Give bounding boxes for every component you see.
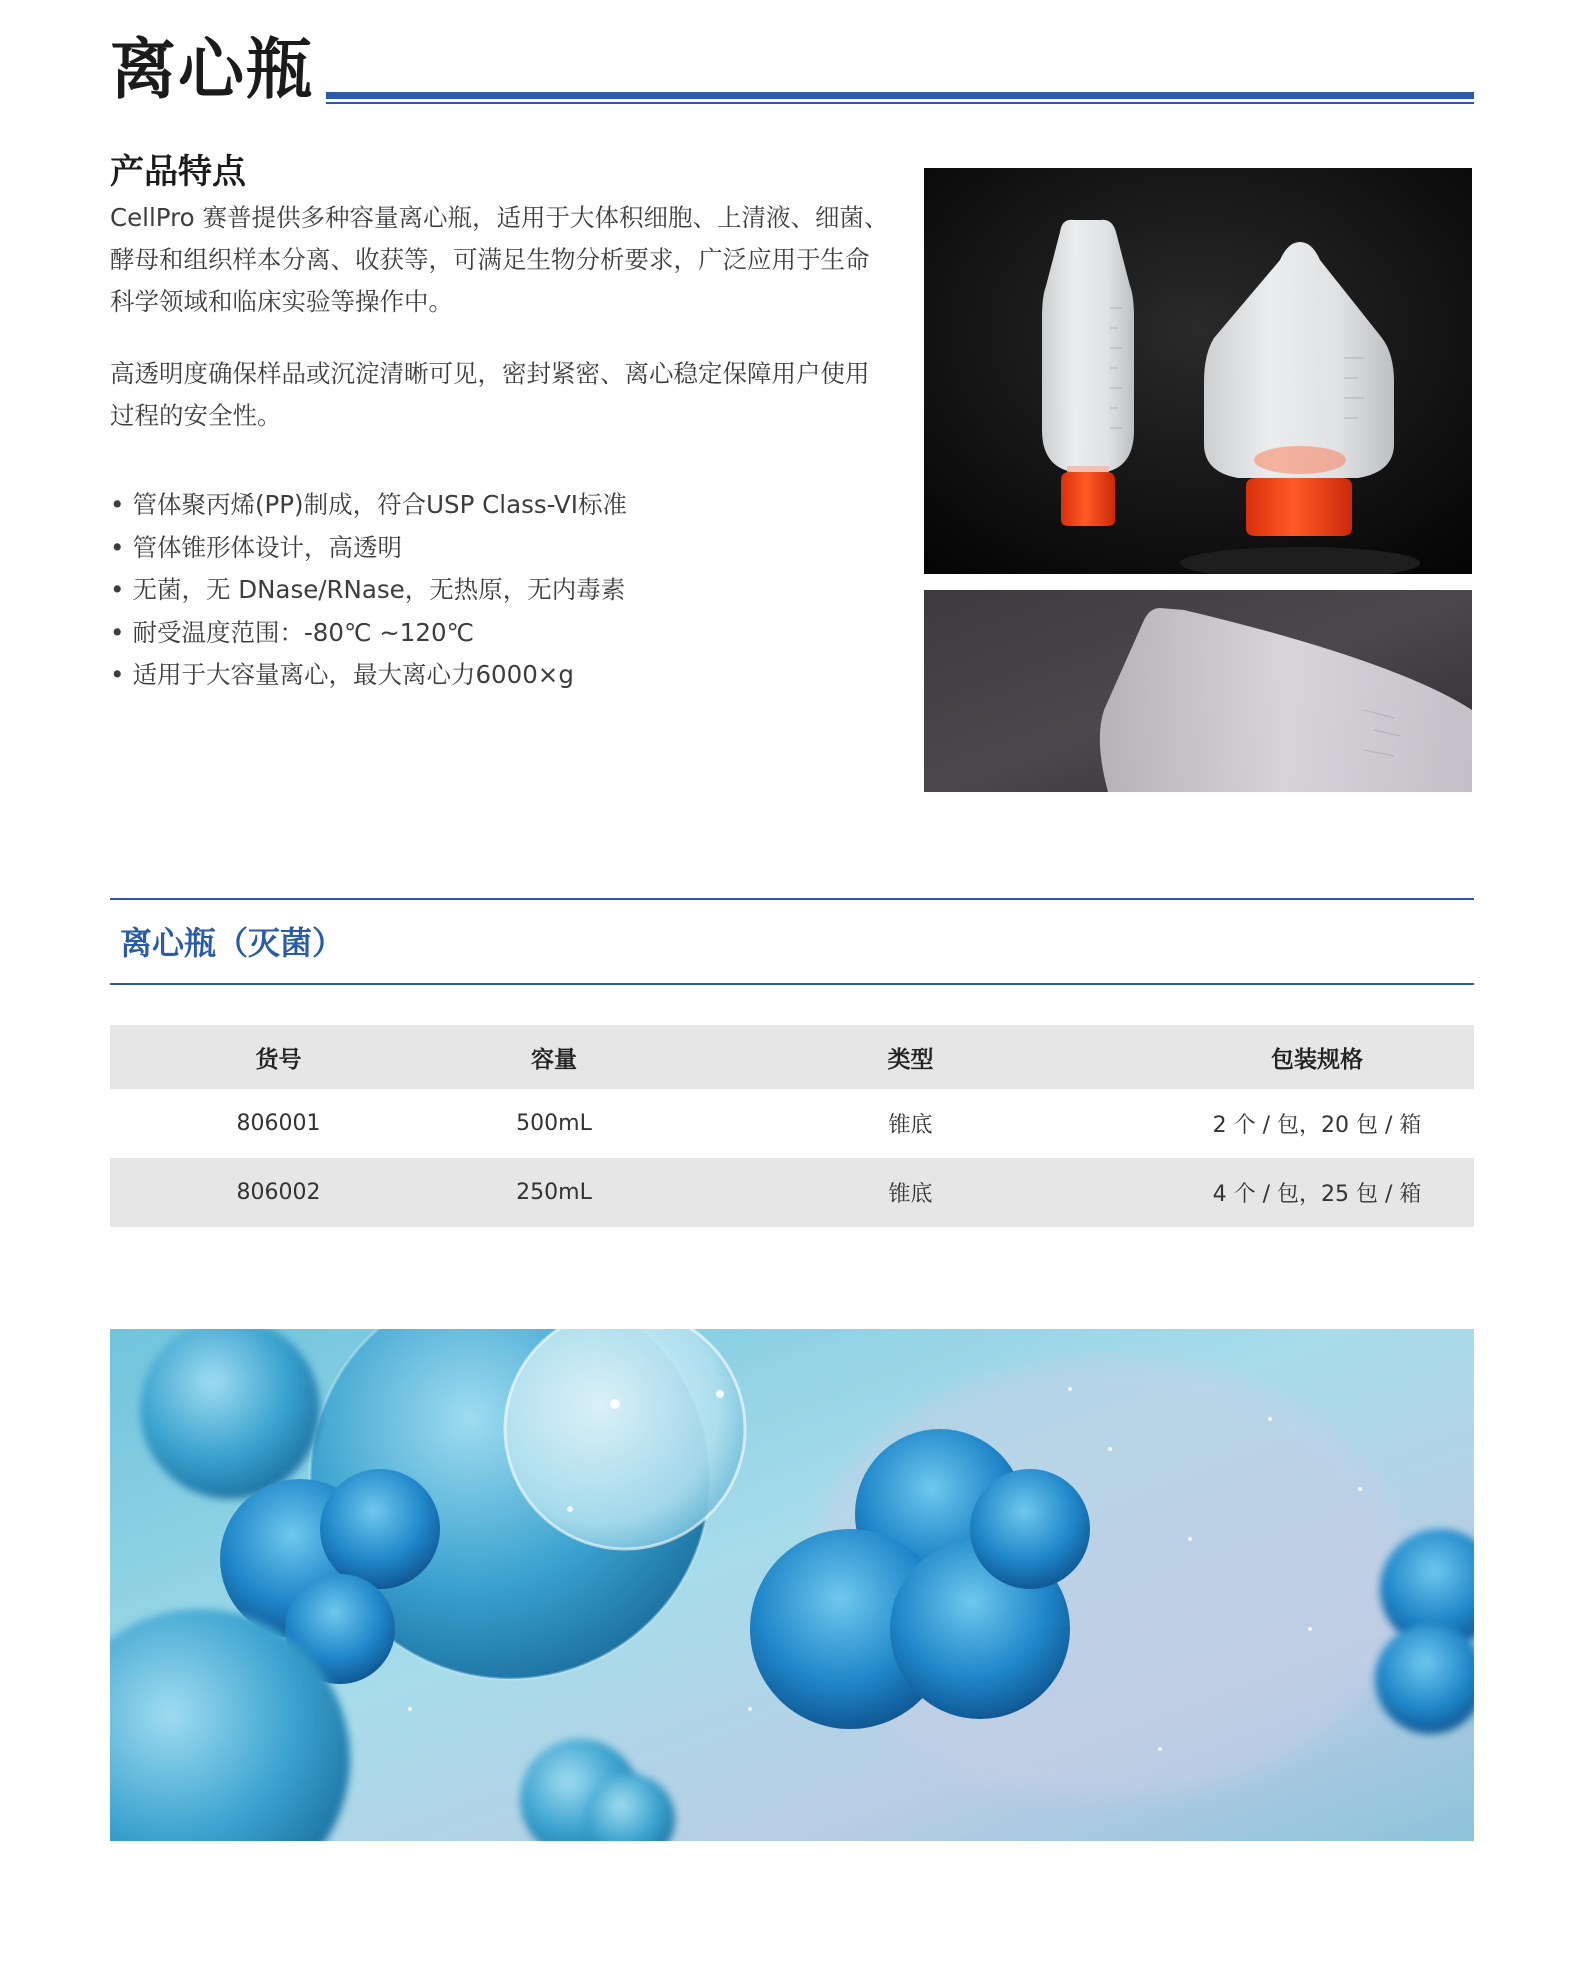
cells-banner-image: [110, 1329, 1474, 1841]
title-underline: [326, 92, 1474, 99]
product-section-title: 离心瓶（灭菌）: [120, 924, 345, 962]
feature-item: • 适用于大容量离心，最大离心力6000×g: [110, 654, 627, 697]
conical-bottom-closeup-photo: [924, 590, 1472, 792]
section-divider: [110, 983, 1474, 985]
col-header-capacity: 容量: [447, 1025, 661, 1089]
feature-item: • 管体锥形体设计，高透明: [110, 527, 627, 570]
intro-paragraph: CellPro 赛普提供多种容量离心瓶，适用于大体积细胞、上清液、细菌、酵母和组织样本分离、收获等，可满足生物分析要求，广泛应用于生命科学领域和临床实验等操作中。: [110, 203, 889, 316]
feature-item: • 耐受温度范围：-80℃ ~120℃: [110, 612, 627, 655]
features-heading: 产品特点: [110, 152, 246, 192]
table-row: [110, 1089, 1474, 1158]
cell-packaging: 4 个 / 包，25 包 / 箱: [1160, 1158, 1474, 1227]
cell-capacity: 500mL: [516, 1111, 592, 1136]
page-title: 离心瓶: [110, 31, 314, 108]
title-underline-thin: [326, 102, 1474, 104]
centrifuge-bottles-photo: [924, 168, 1472, 574]
section-divider: [110, 898, 1474, 900]
col-header-item-no: 货号: [110, 1025, 447, 1089]
transparency-paragraph: 高透明度确保样品或沉淀清晰可见，密封紧密、离心稳定保障用户使用过程的安全性。: [110, 359, 870, 430]
cell-type: 锥底: [888, 1113, 933, 1138]
cell-item-no: 806001: [236, 1111, 321, 1136]
table-row: [110, 1158, 1474, 1227]
product-table: [110, 1025, 1474, 1227]
col-header-type: 类型: [661, 1025, 1160, 1089]
feature-item: • 管体聚丙烯(PP)制成，符合USP Class-VI标准: [110, 484, 627, 527]
feature-item: • 无菌，无 DNase/RNase，无热原，无内毒素: [110, 569, 627, 612]
feature-list: [110, 484, 627, 697]
table-header-row: [110, 1025, 1474, 1089]
cell-item-no: 806002: [110, 1158, 447, 1227]
cell-packaging: 2 个 / 包，20 包 / 箱: [1212, 1113, 1422, 1138]
cell-type: 锥底: [661, 1158, 1160, 1227]
cell-capacity: 250mL: [447, 1158, 661, 1227]
col-header-packaging: 包装规格: [1160, 1025, 1474, 1089]
